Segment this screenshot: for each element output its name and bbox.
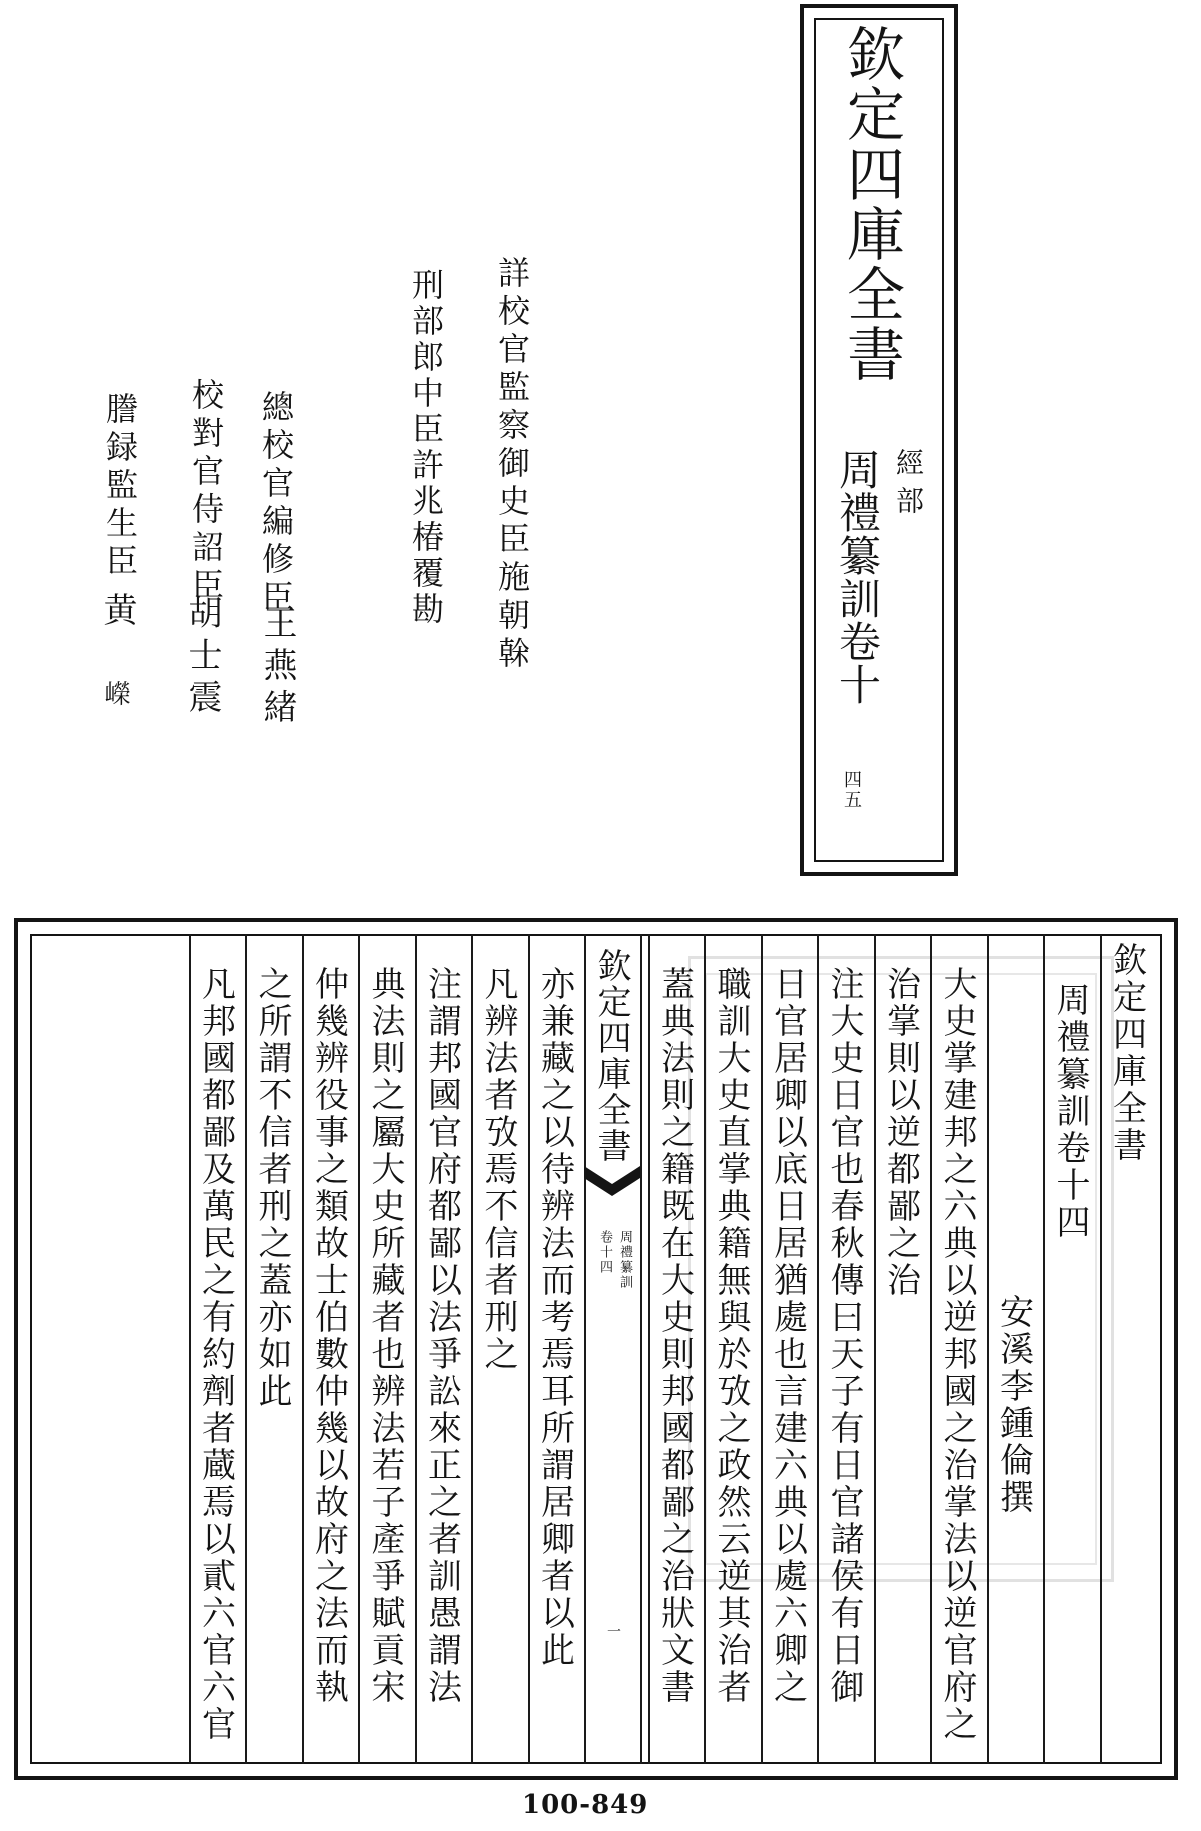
credit-collator-role: 校對官侍詔臣 xyxy=(187,378,225,606)
credit-collator-name: 胡士震 xyxy=(182,595,222,721)
column-rule xyxy=(817,934,819,1764)
title-slip xyxy=(800,4,958,876)
text-column: 凡邦國都鄙及萬民之有約劑者蔵焉以貳六官六官 xyxy=(195,966,236,1743)
text-column: 日官居卿以底日居猶處也言建六典以處六卿之 xyxy=(767,966,808,1706)
column-rule xyxy=(245,934,247,1764)
gutter-book-title: 周禮纂訓 xyxy=(617,1230,632,1290)
column-rule xyxy=(930,934,932,1764)
text-column: 蓋典法則之籍既在大史則邦國都鄙之治狀文書 xyxy=(654,966,695,1706)
text-column: 之所謂不信者刑之蓋亦如此 xyxy=(252,966,292,1410)
column-rule xyxy=(648,934,650,1764)
main-text-frame xyxy=(14,918,1178,1780)
book-volume-title: 周禮纂訓卷十 xyxy=(833,448,882,706)
gutter-title: 欽定四庫全書 xyxy=(591,948,631,1164)
credit-line-reviewer: 刑部郎中臣許兆椿覆勘 xyxy=(407,268,445,628)
gutter-volume: 卷十四 xyxy=(597,1230,612,1275)
column-collection-title: 欽定四庫全書 xyxy=(1106,942,1147,1164)
column-rule xyxy=(528,934,530,1764)
text-column: 大史掌建邦之六典以逆邦國之治掌法以逆官府之 xyxy=(937,966,977,1743)
column-rule xyxy=(471,934,473,1764)
page-number: 100-849 xyxy=(522,1790,649,1820)
volume-subscript: 四五 xyxy=(841,770,862,810)
credit-line-detailed-proofreader: 詳校官監察御史臣施朝榦 xyxy=(493,256,531,674)
column-rule xyxy=(761,934,763,1764)
text-column: 注大史日官也春秋傳曰天子有日官諸侯有日御 xyxy=(824,966,864,1706)
column-rule xyxy=(302,934,304,1764)
column-rule xyxy=(358,934,360,1764)
text-column: 職訓大史直掌典籍無與於攷之政然云逆其治者 xyxy=(711,966,751,1706)
gutter-rule xyxy=(640,934,642,1764)
center-gutter xyxy=(584,934,640,1764)
text-column: 治掌則以逆都鄙之治 xyxy=(880,966,921,1299)
gutter-leaf-number: 一 xyxy=(605,1624,621,1638)
category-label: 經部 xyxy=(892,448,925,524)
column-rule xyxy=(1043,934,1045,1764)
text-column: 典法則之屬大史所藏者也辨法若子產爭賦貢宋 xyxy=(365,966,405,1706)
collection-title: 欽定四庫全書 xyxy=(837,24,905,384)
column-rule xyxy=(1100,934,1102,1764)
column-rule xyxy=(415,934,417,1764)
fish-tail-mark-icon xyxy=(584,1166,640,1196)
credit-chief-proofreader-role: 總校官編修臣 xyxy=(257,390,295,618)
column-rule xyxy=(189,934,191,1764)
credit-copyist-name-2: 嶸 xyxy=(100,680,130,714)
text-column: 凡辨法者攷焉不信者刑之 xyxy=(478,966,518,1373)
text-column: 注謂邦國官府都鄙以法爭訟來正之者訓愚謂法 xyxy=(421,966,462,1706)
credit-copyist-name: 黄 xyxy=(97,592,137,634)
column-rule xyxy=(874,934,876,1764)
column-volume-title: 周禮纂訓卷十四 xyxy=(1050,982,1090,1241)
text-column: 亦兼藏之以待辨法而考焉耳所謂居卿者以此 xyxy=(534,966,575,1669)
column-rule xyxy=(987,934,989,1764)
column-rule xyxy=(704,934,706,1764)
column-author-line: 安溪李鍾倫撰 xyxy=(993,1294,1034,1516)
text-column: 仲幾辨役事之類故士伯數仲幾以故府之法而執 xyxy=(308,966,349,1706)
credit-copyist-role: 謄録監生臣 xyxy=(101,392,139,582)
credit-chief-proofreader-name: 王燕緒 xyxy=(257,605,297,731)
